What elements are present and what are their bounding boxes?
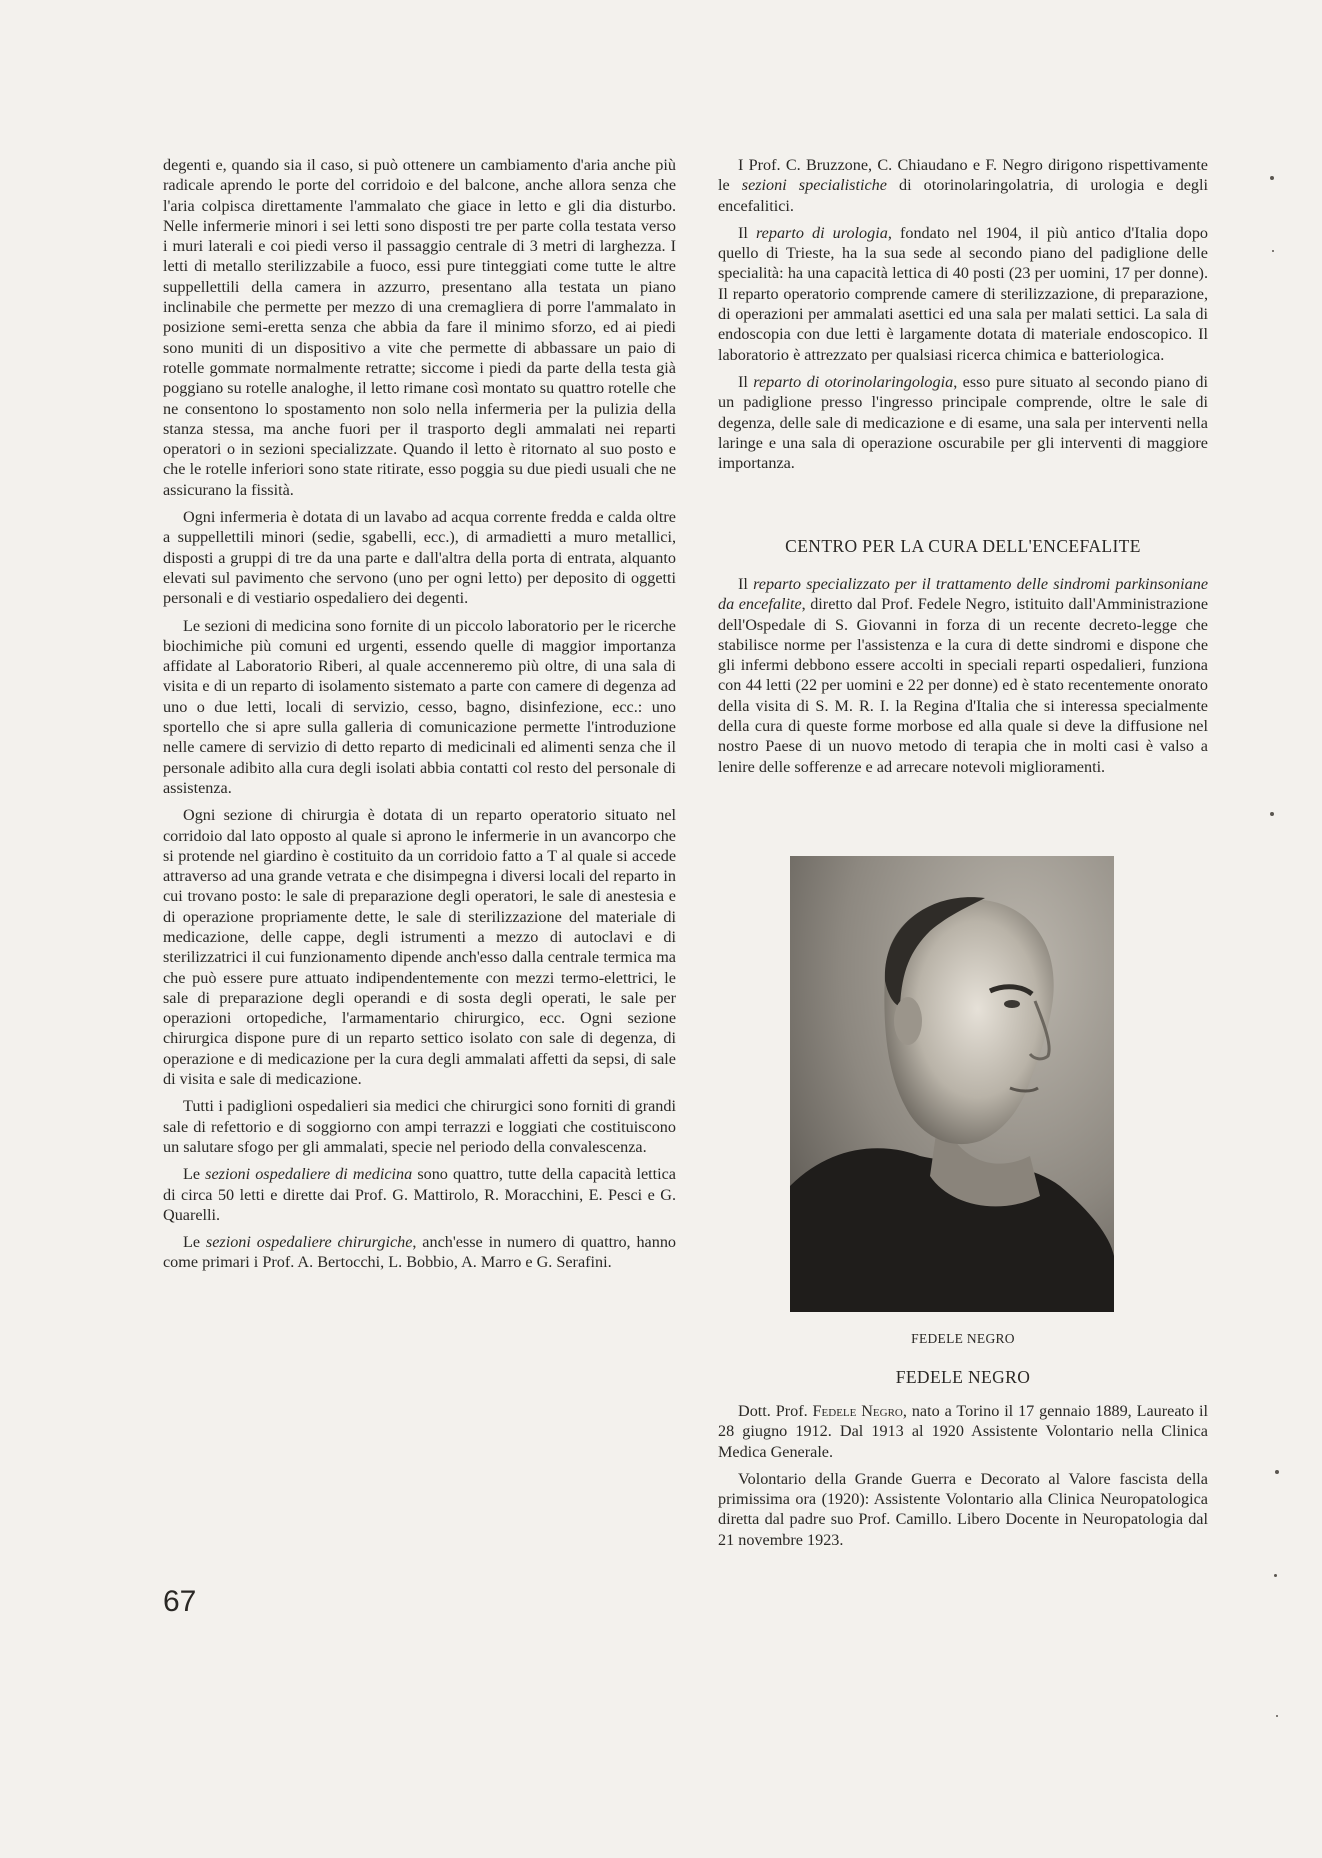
paragraph-left-4: Ogni sezione di chirurgia è dotata di un reparto operatorio situato nel corridoio dal lato opposto al quale si aprono le infermerie in un avancorpo che si protende nel giardino è costituito da un corridoio fatto a T al quale si accede attraverso ad una grande vetrata e che disimpegna i diversi locali del reparto in cui trovano posto: le sale di preparazione degli operatori, le sale di anestesia e di operazione propriamente dette, le sale di sterilizzazione del materiale di medicazione, delle cappe, degli istrumenti a mezzo di autoclavi e di sterilizzatrici il cui funzionamento dipende anch'esso dalla centrale termica ma che può essere pure attuato indipendentemente con mezzi termo-elettrici, le sale di preparazione degli operandi e di sosta degli operati, le sale per operazioni ortopediche, l'armamentario chirurgico, ecc. Ogni sezione chirurgica dispone pure di un reparto settico isolato con sale di degenza, di operazione e di medicazione per la cura degli ammalati affetti da sepsi, di sale di visita e sale di medicazione. [163,806,676,1089]
text-segment: di otorinolaringolatria, di urologia e degli encefalitici. [718,176,1208,215]
text-segment: , diretto dal Prof. Fedele Negro, istituito dall'Amministrazione dell'Ospedale di S. Giovanni in forza di un recente decreto-legge che stabilisce norme per l'assistenza e la cura di dette sindromi e dispone che gli infermi debbono essere accolti in speciali reparti ospedalieri, funziona con 44 letti (22 per uomini e 22 per donne) ed è stato recentemente onorato della visita di S. M. R. I. la Regina d'Italia che si interessa specialmente della cura di queste forme morbose ed alla quale si deve la diffusione nel nostro Paese di un nuovo metodo di terapia che in molti casi è valso a lenire delle sofferenze e ad arrecare notevoli miglioramenti. [718,595,1209,776]
text-segment: , esso pure situato al secondo piano di un padiglione presso l'ingresso principale comprende, oltre le sale di degenza, delle sale di medicazione e di esame, una sala per interventi nella laringe e una sala di operazione oscurabile per gli interventi di maggiore importanza. [718,372,1209,473]
scan-speck [1270,812,1274,816]
paragraph-right-1 [718,155,1208,216]
paragraph-right-4 [718,574,1208,777]
bio-column [718,1401,1208,1557]
text-segment: I Prof. C. Bruzzone, C. Chiaudano e F. Negro dirigono rispettivamente le [718,156,1208,195]
scan-speck [1272,250,1274,252]
text-segment: Il [738,575,754,593]
text-segment: Dott. Prof. [738,1402,813,1420]
portrait-image [790,856,1114,1312]
scan-speck [1274,1574,1277,1577]
italic-term: sezioni ospedaliere di medicina [205,1165,413,1184]
italic-term: sezioni ospedaliere chirurgiche [205,1233,413,1252]
scan-speck [1275,1470,1279,1474]
scan-speck [1270,176,1274,180]
text-segment: Il [738,372,754,391]
text-segment: Il [738,223,756,242]
paragraph-left-6 [163,1164,676,1225]
text-segment: Le [183,1233,206,1252]
page-number: 67 [163,1585,197,1618]
paragraph-right-2 [718,223,1208,365]
italic-term: sezioni specialistiche [741,176,887,195]
text-segment: sono quattro, tutte della capacità lettica di circa 50 letti e dirette dai Prof. G. Mattirolo, R. Moracchini, E. Pesci e G. Quarelli. [163,1165,676,1224]
paragraph-left-7 [163,1232,676,1273]
text-segment: , anch'esse in numero di quattro, hanno come primari i Prof. A. Bertocchi, L. Bobbio, A. Marro e G. Serafini. [163,1233,677,1272]
text-segment: Le [183,1165,206,1184]
right-column [718,155,1208,480]
bio-heading: FEDELE NEGRO [895,1367,1031,1387]
text-segment: , nato a Torino il 17 gennaio 1889, Laureato il 28 giugno 1912. Dal 1913 al 1920 Assistente Volontario nella Clinica Medica Generale. [718,1402,1208,1461]
left-column [163,155,676,1280]
bio-paragraph-1 [718,1401,1208,1462]
italic-term: reparto di otorinolaringologia [753,372,954,391]
portrait-photo [790,856,1114,1312]
paragraph-left-5: Tutti i padiglioni ospedalieri sia medici che chirurgici sono forniti di grandi sale di refettorio e di soggiorno con ampi terrazzi e loggiati che costituiscono un salutare sfogo per gli ammalati, specie nel periodo della convalescenza. [163,1097,676,1156]
paragraph-right-3 [718,372,1208,473]
section-heading: CENTRO PER LA CURA DELL'ENCEFALITE [785,536,1141,556]
name-smallcaps: Fedele Negro [812,1402,903,1420]
scan-speck [1276,1715,1278,1717]
right-column-section [718,574,1208,784]
italic-term: reparto di urologia [755,223,888,242]
bio-paragraph-2: Volontario della Grande Guerra e Decorato al Valore fascista della primissima ora (1920): Assistente Volontario alla Clinica Neuropatologica diretta dal padre suo Prof. Camillo. Libero Docente in Neuropatologia dal 21 novembre 1923. [718,1469,1208,1549]
paragraph-left-2: Ogni infermeria è dotata di un lavabo ad acqua corrente fredda e calda oltre a suppellettili minori (sedie, sgabelli, ecc.), di armadietti a muro metallici, disposti a gruppi di tre da una parte e dall'altra della porta di entrata, alquanto elevati sul pavimento che servono (uno per ogni letto) per deposito di oggetti personali e di vestiario ospedaliero dei degenti. [163,508,676,608]
paragraph-left-1: degenti e, quando sia il caso, si può ottenere un cambiamento d'aria anche più radicale aprendo le porte del corridoio e del balcone, anche allora senza che l'aria colpisca direttamente l'ammalato che giace in letto e gli dia disturbo. Nelle infermerie minori i sei letti sono disposti tre per parte colla testata verso i muri laterali e coi piedi verso il passaggio centrale di 3 metri di larghezza. I letti di metallo sterilizzabile a fuoco, essi pure tinteggiati come tutte le altre suppellettili della camera in azzurro, presentano alla testata un piano inclinabile che permette per mezzo di una cremagliera di porre l'ammalato in posizione semi-eretta senza che abbia da fare il minimo sforzo, ed ai piedi sono muniti di un dispositivo a vite che permette di abbassare un paio di rotelle gommate normalmente retratte; siccome i piedi da parte della testa già poggiano su rotelle analoghe, il letto rimane così montato su quattro rotelle che ne consentono lo spostamento non solo nella infermeria per la pulizia della stanza stessa, ma anche fuori per il trasporto degli ammalati nei reparti operatori o in sezioni specializzate. Quando il letto è ritornato al suo posto e che le rotelle inferiori sono state ritirate, esso poggia su due piedi usuali che ne assicurano la fissità. [163,156,676,499]
photo-caption: FEDELE NEGRO [911,1331,1015,1346]
italic-term: reparto specializzato per il trattamento delle sindromi parkinsoniane da encefalite [718,575,1208,614]
text-segment: , fondato nel 1904, il più antico d'Italia dopo quello di Trieste, ha la sua sede al secondo piano del padiglione delle specialità: ha una capacità lettica di 40 posti (23 per uomini, 17 per donne). Il reparto operatorio comprende camere di sterilizzazione, di preparazione, di operazioni per ammalati asettici ed una sala per malati settici. La sala di endoscopia con due letti è largamente dotata di materiale endoscopico. Il laboratorio è attrezzato per qualsiasi ricerca chimica e batteriologica. [718,223,1209,364]
paragraph-left-3: Le sezioni di medicina sono fornite di un piccolo laboratorio per le ricerche biochimiche più comuni ed urgenti, essendo quelle di maggior importanza affidate al Laboratorio Riberi, al quale accenneremo più oltre, di una sala di visita e di un reparto di isolamento sistemato a parte con camere di degenza ad uno o due letti, locali di servizio, cesso, bagno, disinfezione, ecc.: uno sportello che si apre sulla galleria di comunicazione permette l'introduzione nelle camere di servizio di detto reparto di medicinali ed alimenti senza che il personale adibito alla cura degli isolati abbia contatti col resto del personale di assistenza. [163,616,676,797]
